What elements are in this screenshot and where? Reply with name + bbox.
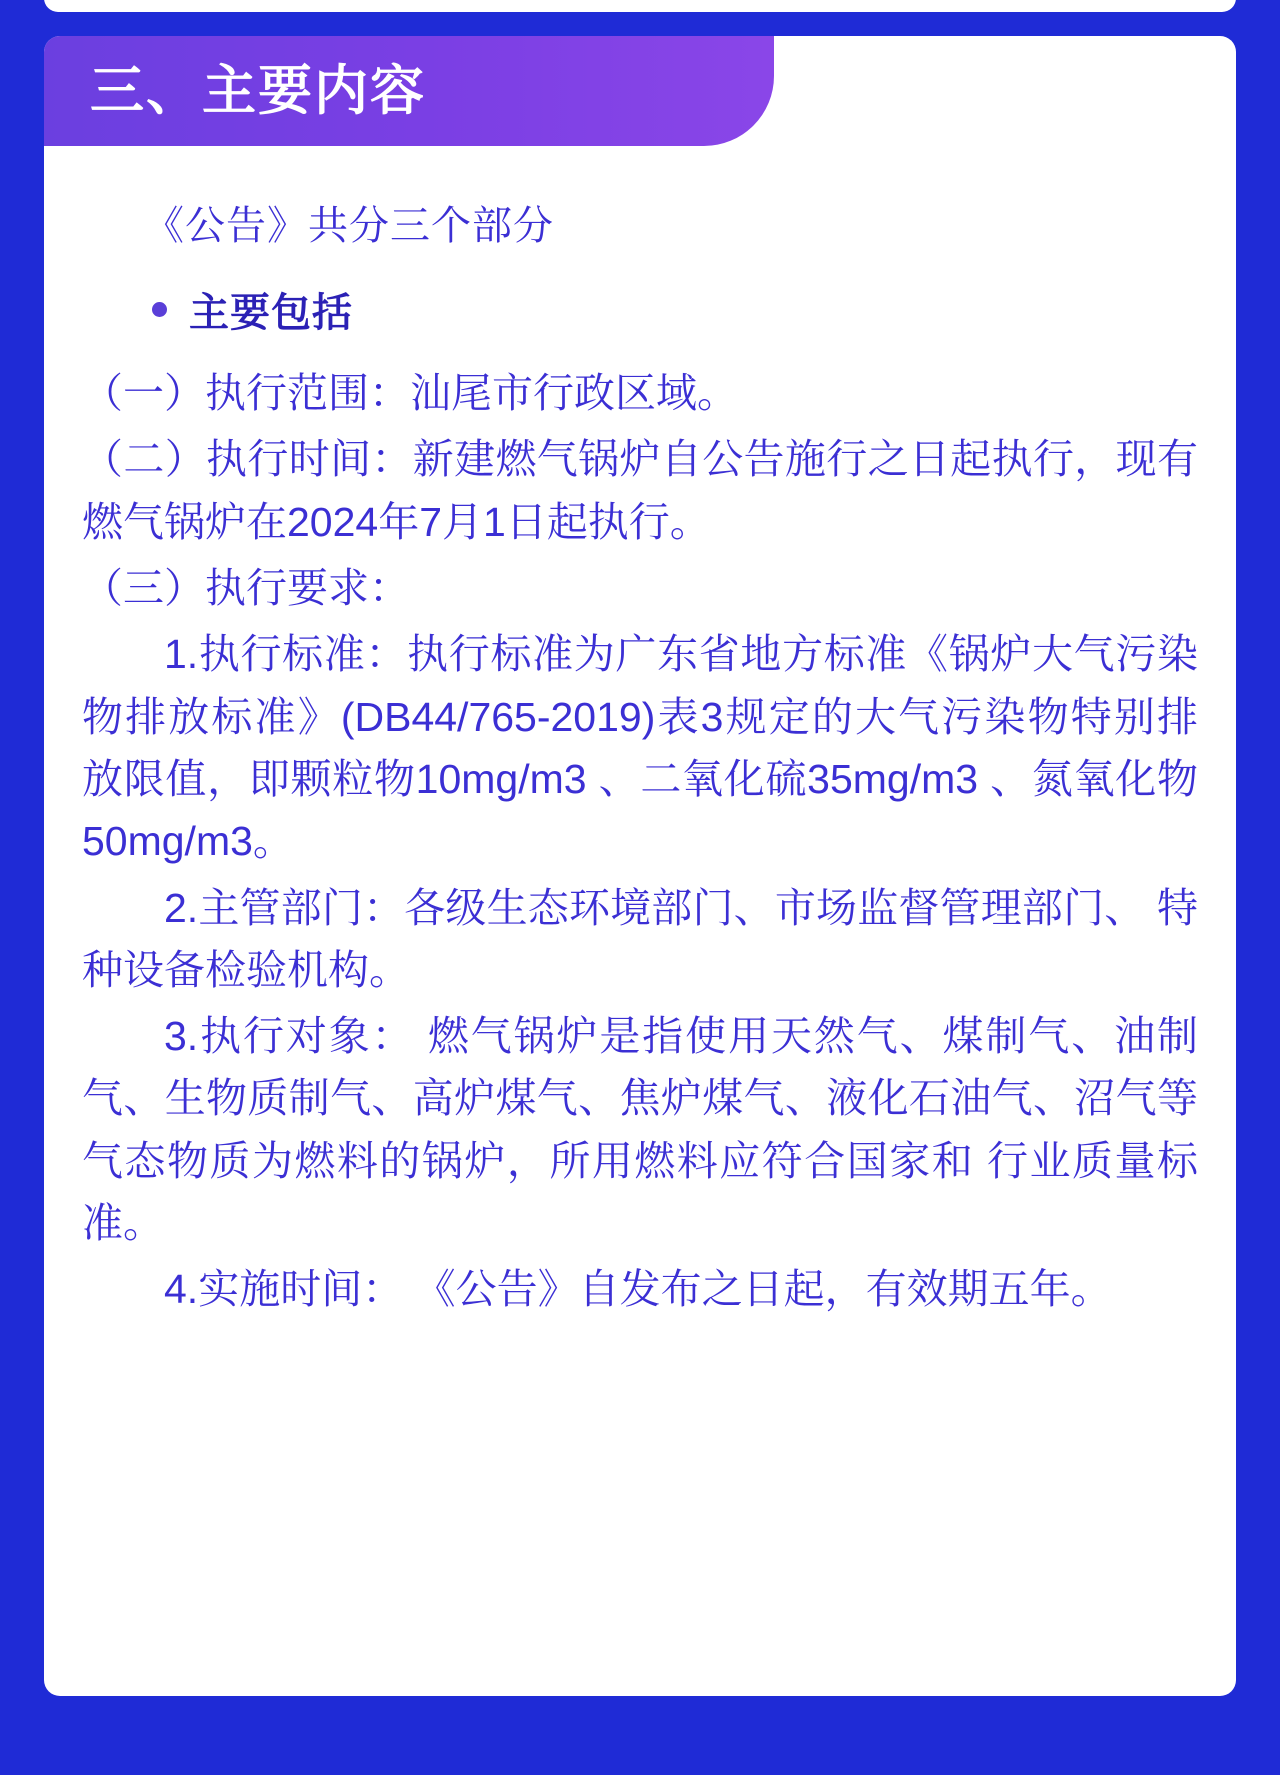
- section-header-banner: [44, 36, 774, 146]
- lead-text: 《公告》共分三个部分: [144, 204, 554, 248]
- paragraph-target: 3.执行对象： 燃气锅炉是指使用天然气、煤制气、油制气、生物质制气、高炉煤气、焦炉煤气、液化石油气、沼气等气态物质为燃料的锅炉，所用燃料应符合国家和 行业质量标准。: [82, 1013, 1198, 1247]
- bullet-dot-icon: [152, 302, 167, 317]
- paragraph-time: （二）执行时间：新建燃气锅炉自公告施行之日起执行，现有燃气锅炉在2024年7月1日起执行。: [82, 436, 1198, 545]
- bullet-heading-label: 主要包括: [189, 291, 353, 335]
- section-title: 三、主要内容: [90, 61, 426, 121]
- paragraph-authority: 2.主管部门：各级生态环境部门、市场监督管理部门、 特种设备检验机构。: [82, 884, 1198, 993]
- paragraph-requirements: （三）执行要求：: [82, 564, 410, 611]
- previous-card-fragment: [44, 0, 1236, 12]
- paragraph-scope: （一）执行范围：汕尾市行政区域。: [82, 370, 738, 416]
- content-card: [44, 36, 1236, 1696]
- bullet-heading: [152, 281, 1198, 338]
- paragraph-effective: 4.实施时间： 《公告》自发布之日起，有效期五年。: [164, 1266, 1112, 1313]
- section-body: [44, 146, 1236, 1365]
- paragraph-standard: 1.执行标准：执行标准为广东省地方标准《锅炉大气污染物排放标准》(DB44/765-2019)表3规定的大气污染物特别排放限值，即颗粒物10mg/m3 、二氧化硫35mg/m3 、氮氧化物50mg/m3。: [82, 631, 1198, 865]
